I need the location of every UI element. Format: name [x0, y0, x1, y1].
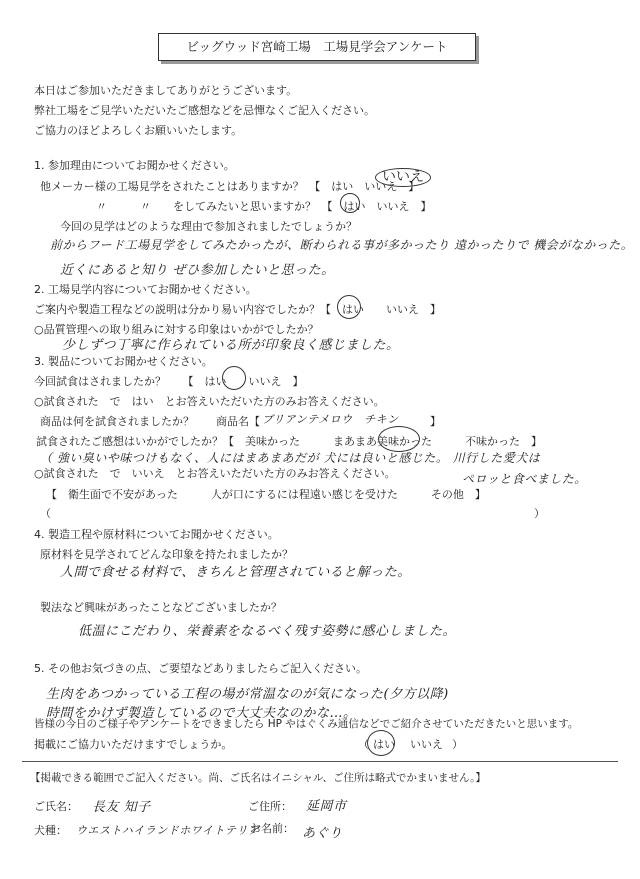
section3-q3-close: 】 — [430, 415, 441, 428]
section3-q1-answer-circle — [222, 366, 246, 390]
section3-q5-options: 【 衛生面で不安があった 人が口にするには程遠い感じを受けた その他 】 — [46, 488, 486, 501]
section1-q3: 今回の見学はどのような理由で参加されましたでしょうか？ — [60, 220, 357, 233]
section3-q5: ○試食された で いいえ とお答えいただいた方のみお答えください。 — [34, 467, 396, 480]
section4-a1: 人間で食せる材料で、きちんと管理されていると解った。 — [60, 565, 411, 580]
section3-a4-line1: （ 強い臭いや味つけもなく、人にはまあまあだが 犬には良いと感じた。 川行した愛犬は — [40, 451, 541, 465]
section1-q2: 〃 〃 をしてみたいと思いますか？ 【 はい いいえ 】 — [96, 200, 432, 213]
section3-paren-open: （ — [40, 507, 51, 520]
section3-heading: 3. 製品についてお聞かせください。 — [34, 355, 213, 368]
survey-title: ビッグウッド宮崎工場 工場見学会アンケート — [186, 39, 448, 54]
publish-answer-circle — [367, 730, 395, 756]
section2-q2: ○品質管理への取り組みに対する印象はいかがでしたか？ — [34, 323, 319, 336]
footer-note: 【掲載できる範囲でご記入ください。尚、ご氏名はイニシャル、ご住所は略式でかまいません。】 — [30, 772, 486, 784]
section2-a2: 少しずつ丁寧に作られている所が印象良く感じました。 — [62, 338, 400, 353]
publish-option-no: いいえ — [410, 738, 443, 751]
intro-line-3: ご協力のほどよろしくお願いいたします。 — [34, 124, 243, 137]
publish-line-2: 掲載にご協力いただけますでしょうか。 — [34, 738, 233, 751]
section5-a1-line1: 生肉をあつかっている工程の場が常温なのが気になった(夕方以降) — [46, 687, 449, 702]
section3-q2: ○試食された で はい とお答えいただいた方のみお答えください。 — [34, 395, 385, 408]
section3-q4: 試食されたご感想はいかがでしたか？【 美味かった まあまあ美味かった 不味かった 】 — [36, 435, 542, 448]
publish-open-bracket: （ — [358, 738, 369, 751]
section2-q1: ご案内や製造工程などの説明は分かり易い内容でしたか？【 はい いいえ 】 — [34, 303, 441, 316]
section5-a1-line2: 時間をかけず製造しているので大丈夫なのかな…。 — [46, 706, 357, 721]
footer-name-value: 長友 知子 — [92, 800, 151, 815]
survey-title-box — [158, 33, 476, 61]
publish-close-bracket: ） — [452, 738, 463, 751]
section4-q2: 製法など興味があったことなどございましたか？ — [40, 601, 282, 614]
section2-q1-answer-circle — [337, 295, 361, 319]
section3-a3: ブリアンテメロウ チキン — [262, 413, 399, 426]
intro-line-2: 弊社工場をご見学いただいたご感想などを忌憚なくご記入ください。 — [34, 104, 375, 117]
publish-line-1: 皆様の今日のご様子やアンケートをできましたら HP やはぐくみ通信などでご紹介させていただきたいと思います。 — [34, 718, 579, 730]
footer-divider — [22, 761, 618, 762]
section1-heading: 1. 参加理由についてお聞かせください。 — [34, 159, 235, 172]
section1-a3-line2: 近くにあると知り ぜひ参加したいと思った。 — [60, 263, 335, 278]
section1-q1-answer-circle: いいえ — [375, 168, 431, 187]
footer-dogname-label: お名前： — [250, 822, 294, 835]
footer-address-value: 延岡市 — [306, 799, 347, 814]
footer-dog-value: ウエストハイランドホワイトテリア — [76, 824, 260, 837]
section4-heading: 4. 製造工程や原材料についてお聞かせください。 — [34, 528, 279, 541]
section4-q1: 原材料を見学されてどんな印象を持たれましたか？ — [40, 548, 293, 561]
footer-dogname-value: あぐり — [302, 826, 343, 841]
footer-dog-label: 犬種： — [34, 824, 67, 837]
section1-q1: 他メーカー様の工場見学をされたことはありますか？ 【 はい いいえ 】 — [40, 180, 420, 193]
section2-heading: 2. 工場見学内容についてお聞かせください。 — [34, 283, 257, 296]
section4-a2: 低温にこだわり、栄養素をなるべく残す姿勢に感心しました。 — [78, 624, 457, 639]
section3-paren-close: ） — [534, 507, 545, 520]
publish-option-yes: はい — [373, 738, 395, 751]
section3-q3: 商品は何を試食されましたか？ 商品名【 — [40, 415, 260, 428]
section5-heading: 5. その他お気づきの点、ご要望などありましたらご記入ください。 — [34, 662, 367, 675]
section1-a3-line1: 前からフード工場見学をしてみたかったが、断わられる事が多かったり 遠かったりで 機会がなかった。 — [50, 238, 634, 252]
footer-address-label: ご住所： — [248, 800, 292, 813]
footer-name-label: ご氏名： — [34, 800, 78, 813]
intro-line-1: 本日はご参加いただきましてありがとうございます。 — [34, 84, 298, 97]
section3-a4-line2: ペロッと食べました。 — [462, 472, 587, 486]
section3-q1: 今回試食はされましたか？ 【 はい いいえ 】 — [34, 375, 304, 388]
section1-q2-answer-circle — [340, 193, 360, 213]
